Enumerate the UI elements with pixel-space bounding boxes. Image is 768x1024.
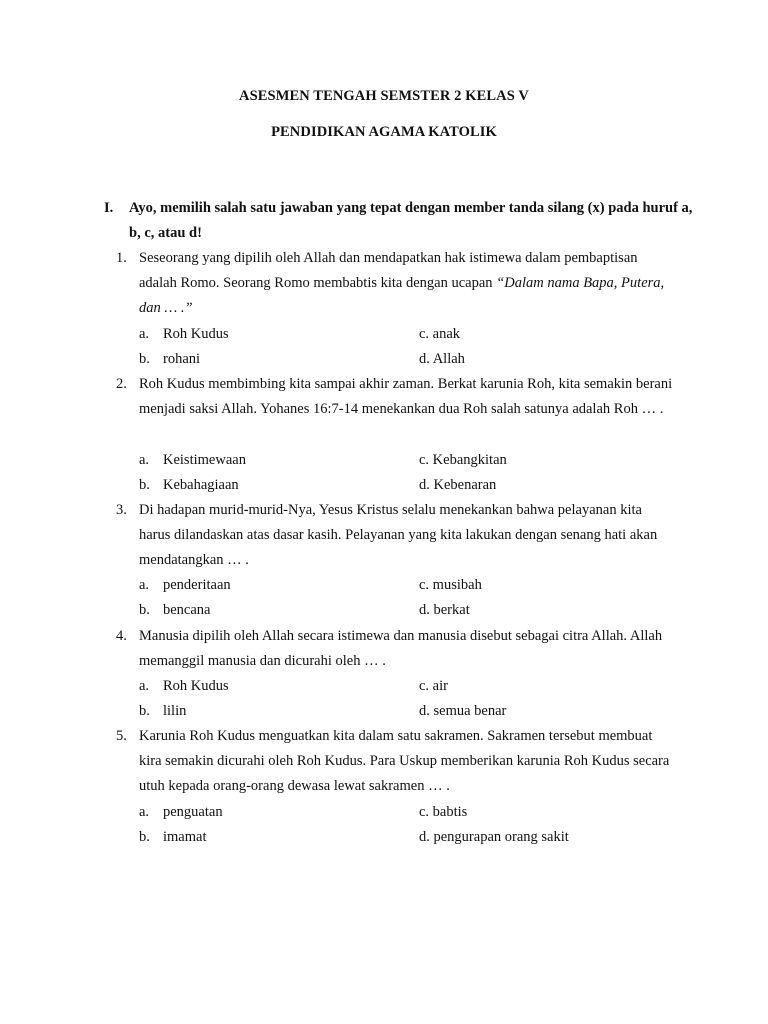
option-2d[interactable] xyxy=(419,473,496,498)
option-text: bencana xyxy=(163,602,211,618)
question-text: Roh Kudus membimbing kita sampai akhir zaman. Berkat karunia Roh, kita semakin berani menjadi saksi Allah. Yohanes 16:7-14 menekankan dua Roh salah satunya adalah Roh … . xyxy=(139,376,673,418)
option-letter: b. xyxy=(139,351,150,367)
option-text: rohani xyxy=(163,351,201,367)
option-letter: a. xyxy=(139,577,150,593)
question-number: 2. xyxy=(116,376,127,392)
option-5a[interactable] xyxy=(139,800,223,825)
option-4d[interactable] xyxy=(419,699,506,724)
option-text: Roh Kudus xyxy=(163,678,229,694)
option-letter: a. xyxy=(139,326,150,342)
option-text: d. pengurapan orang sakit xyxy=(419,829,569,845)
question-1 xyxy=(116,246,676,322)
question-number: 3. xyxy=(116,502,127,518)
option-text: penguatan xyxy=(163,804,223,820)
option-letter: b. xyxy=(139,829,150,845)
option-text: Roh Kudus xyxy=(163,326,229,342)
option-letter: a. xyxy=(139,804,150,820)
question-number: 5. xyxy=(116,728,127,744)
option-text: lilin xyxy=(163,703,187,719)
option-5c[interactable] xyxy=(419,800,467,825)
question-text-main: Seseorang yang dipilih oleh Allah dan mendapatkan hak istimewa dalam pembaptisan adalah Romo. Seorang Romo membabtis kita dengan ucapan xyxy=(139,250,638,292)
question-text xyxy=(139,246,676,322)
question-text: Manusia dipilih oleh Allah secara istimewa dan manusia disebut sebagai citra Allah. Allah memanggil manusia dan dicurahi oleh … . xyxy=(139,628,663,670)
option-text: d. semua benar xyxy=(419,703,507,719)
option-3c[interactable] xyxy=(419,573,482,598)
option-3d[interactable] xyxy=(419,598,470,623)
option-letter: a. xyxy=(139,452,150,468)
option-letter: b. xyxy=(139,602,150,618)
option-4c[interactable] xyxy=(419,674,448,699)
option-text: c. babtis xyxy=(419,804,468,820)
section-number: I. xyxy=(104,200,114,216)
option-4b[interactable] xyxy=(139,699,186,724)
option-text: c. air xyxy=(419,678,448,694)
option-letter: a. xyxy=(139,678,150,694)
option-text: d. berkat xyxy=(419,602,470,618)
option-4a[interactable] xyxy=(139,674,229,699)
question-2 xyxy=(116,372,676,422)
section-instruction-text: Ayo, memilih salah satu jawaban yang tepat dengan member tanda silang (x) pada huruf a, b, c, atau d! xyxy=(129,200,693,241)
option-5b[interactable] xyxy=(139,825,207,850)
option-2a[interactable] xyxy=(139,448,246,473)
question-number: 4. xyxy=(116,628,127,644)
option-3b[interactable] xyxy=(139,598,211,623)
page-subtitle: PENDIDIKAN AGAMA KATOLIK xyxy=(271,124,497,140)
option-text: c. anak xyxy=(419,326,461,342)
option-text: penderitaan xyxy=(163,577,231,593)
option-1a[interactable] xyxy=(139,322,229,347)
option-text: Kebahagiaan xyxy=(163,477,239,493)
option-1c[interactable] xyxy=(419,322,460,347)
question-text: Di hadapan murid-murid-Nya, Yesus Kristus selalu menekankan bahwa pelayanan kita harus dilandaskan atas dasar kasih. Pelayanan yang kita lakukan dengan senang hati akan mendatangkan … . xyxy=(139,502,658,569)
section-instruction xyxy=(104,196,704,246)
option-2c[interactable] xyxy=(419,448,507,473)
option-5d[interactable] xyxy=(419,825,569,850)
option-text: c. musibah xyxy=(419,577,482,593)
option-letter: b. xyxy=(139,703,150,719)
option-letter: b. xyxy=(139,477,150,493)
option-1b[interactable] xyxy=(139,347,200,372)
option-3a[interactable] xyxy=(139,573,231,598)
option-text: d. Kebenaran xyxy=(419,477,497,493)
question-4 xyxy=(116,624,676,674)
option-text: c. Kebangkitan xyxy=(419,452,507,468)
question-3 xyxy=(116,498,676,574)
question-text: Karunia Roh Kudus menguatkan kita dalam satu sakramen. Sakramen tersebut membuat kira semakin dicurahi oleh Roh Kudus. Para Uskup memberikan karunia Roh Kudus secara utuh kepada orang-orang dewasa lewat sakramen … . xyxy=(139,728,670,795)
option-2b[interactable] xyxy=(139,473,239,498)
page-title: ASESMEN TENGAH SEMSTER 2 KELAS V xyxy=(239,88,529,104)
question-number: 1. xyxy=(116,250,127,266)
option-text: imamat xyxy=(163,829,207,845)
question-text-italic: “Dalam nama Bapa, Putera, dan … .” xyxy=(139,275,665,317)
option-text: Keistimewaan xyxy=(163,452,246,468)
option-1d[interactable] xyxy=(419,347,465,372)
option-text: d. Allah xyxy=(419,351,465,367)
question-5 xyxy=(116,724,676,800)
